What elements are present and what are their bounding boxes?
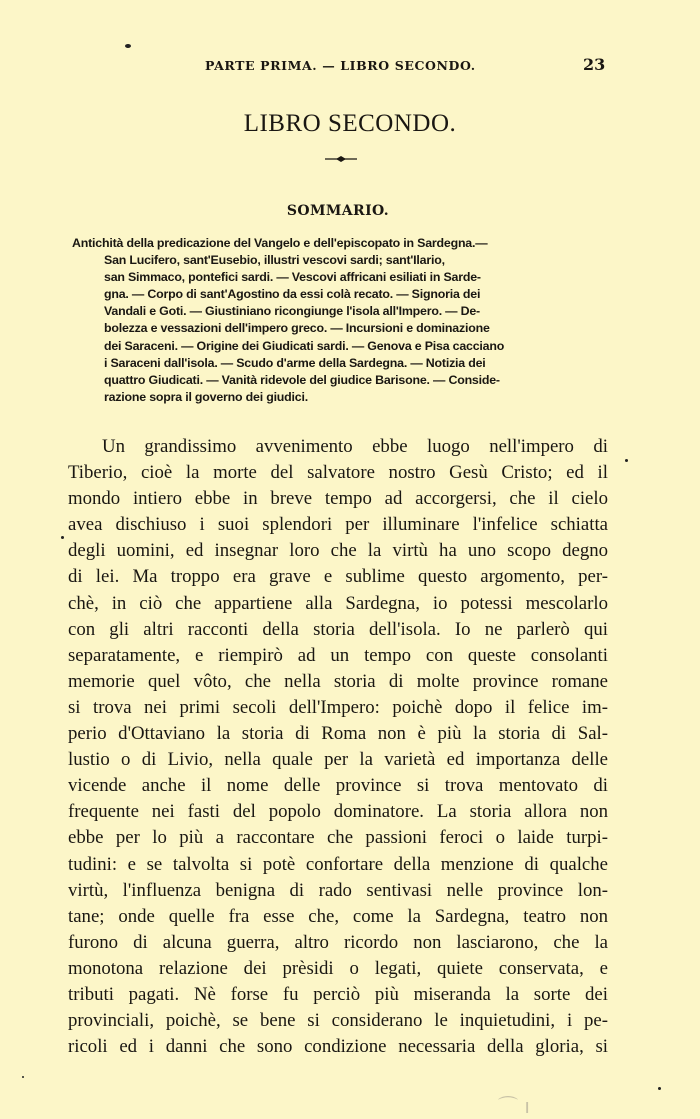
body-line: ebbe per lo più a raccontare che passioni feroci o laide turpi- <box>68 827 608 849</box>
ink-speck <box>125 44 131 48</box>
body-line: chè, in ciò che appartiene alla Sardegna, io potessi mescolarlo <box>68 592 608 614</box>
body-line: tane; onde quelle fra esse che, come la Sardegna, teatro non <box>68 905 608 927</box>
summary-line: quattro Giudicati. — Vanità ridevole del giudice Barisone. — Conside- <box>104 372 500 387</box>
summary-line: razione sopra il governo dei giudici. <box>104 389 308 404</box>
body-line: tudini: e se talvolta si potè confortare della menzione di qualche <box>68 853 608 875</box>
body-line: lustio o di Livio, nella quale per la varietà ed importanza delle <box>68 749 608 771</box>
scan-watermark-fragment: ⌒ ı <box>498 1094 530 1118</box>
body-line: frequente nei fasti del popolo dominatore. La storia allora non <box>68 801 608 823</box>
ink-speck <box>658 1087 661 1090</box>
summary-line: gna. — Corpo di sant'Agostino da essi colà recato. — Signoria dei <box>104 287 481 302</box>
ink-speck <box>625 459 628 462</box>
body-line: furono di alcuna guerra, altro ricordo non lasciarono, che la <box>68 931 608 953</box>
body-line: monotona relazione dei prèsidi o legati, quiete conservata, e <box>68 957 608 979</box>
summary-line: Vandali e Goti. — Giustiniano ricongiunge l'isola all'Impero. — De- <box>104 304 480 319</box>
body-line: virtù, l'influenza benigna di rado sentivasi nelle province lon- <box>68 879 608 901</box>
body-line: perio d'Ottaviano la storia di Roma non è più la storia di Sal- <box>68 723 608 745</box>
body-line: Tiberio, cioè la morte del salvatore nostro Gesù Cristo; ed il <box>68 462 608 484</box>
ink-speck <box>22 1076 24 1078</box>
body-line: degli uomini, ed insegnar loro che la virtù ha uno scopo degno <box>68 540 608 562</box>
body-paragraph <box>68 434 608 1060</box>
body-line: avea dischiuso i suoi splendori per illuminare l'infelice schiatta <box>68 514 608 536</box>
body-line: si trova nei primi secoli dell'Impero: poichè dopo il felice im- <box>68 696 608 718</box>
summary-heading: SOMMARIO. <box>286 203 390 219</box>
summary-line: Antichità della predicazione del Vangelo e dell'episcopato in Sardegna.— <box>72 236 488 250</box>
body-line: vicende anche il nome delle province si trova mentovato di <box>68 775 608 797</box>
page-number: 23 <box>583 55 606 74</box>
body-line: separatamente, e riempirò ad un tempo con queste consolanti <box>68 644 608 666</box>
running-header: PARTE PRIMA. — LIBRO SECONDO. <box>205 58 476 73</box>
body-line: tributi pagati. Nè forse fu perciò più miseranda la sorte dei <box>68 983 608 1005</box>
body-line: mondo intiero ebbe in breve tempo ad accorgersi, che il cielo <box>68 488 608 510</box>
body-line: ricoli ed i danni che sono condizione necessaria della gloria, si <box>68 1036 608 1058</box>
summary-line: San Lucifero, sant'Eusebio, illustri vescovi sardi; sant'Ilario, <box>104 253 445 268</box>
body-line: con gli altri racconti della storia dell'isola. Io ne parlerò qui <box>68 618 608 640</box>
body-line: Un grandissimo avvenimento ebbe luogo nell'impero di <box>102 436 608 457</box>
ink-speck <box>61 536 64 539</box>
body-line: memorie quel vôto, che nella storia di molte province romane <box>68 670 608 692</box>
summary-line: san Simmaco, pontefici sardi. — Vescovi affricani esiliati in Sarde- <box>104 270 481 285</box>
ornament-divider-icon <box>325 155 357 163</box>
summary-line: i Saraceni dall'isola. — Scudo d'arme della Sardegna. — Notizia dei <box>104 355 486 370</box>
summary-line: dei Saraceni. — Origine dei Giudicati sardi. — Genova e Pisa cacciano <box>104 338 505 353</box>
summary-block <box>72 235 612 406</box>
body-line: di lei. Ma troppo era grave e sublime questo argomento, per- <box>68 566 608 588</box>
summary-line: bolezza e vessazioni dell'impero greco. — Incursioni e dominazione <box>104 321 490 336</box>
body-line: provinciali, poichè, se bene si considerano le inquietudini, i pe- <box>68 1010 608 1032</box>
book-title: LIBRO SECONDO. <box>243 110 457 137</box>
